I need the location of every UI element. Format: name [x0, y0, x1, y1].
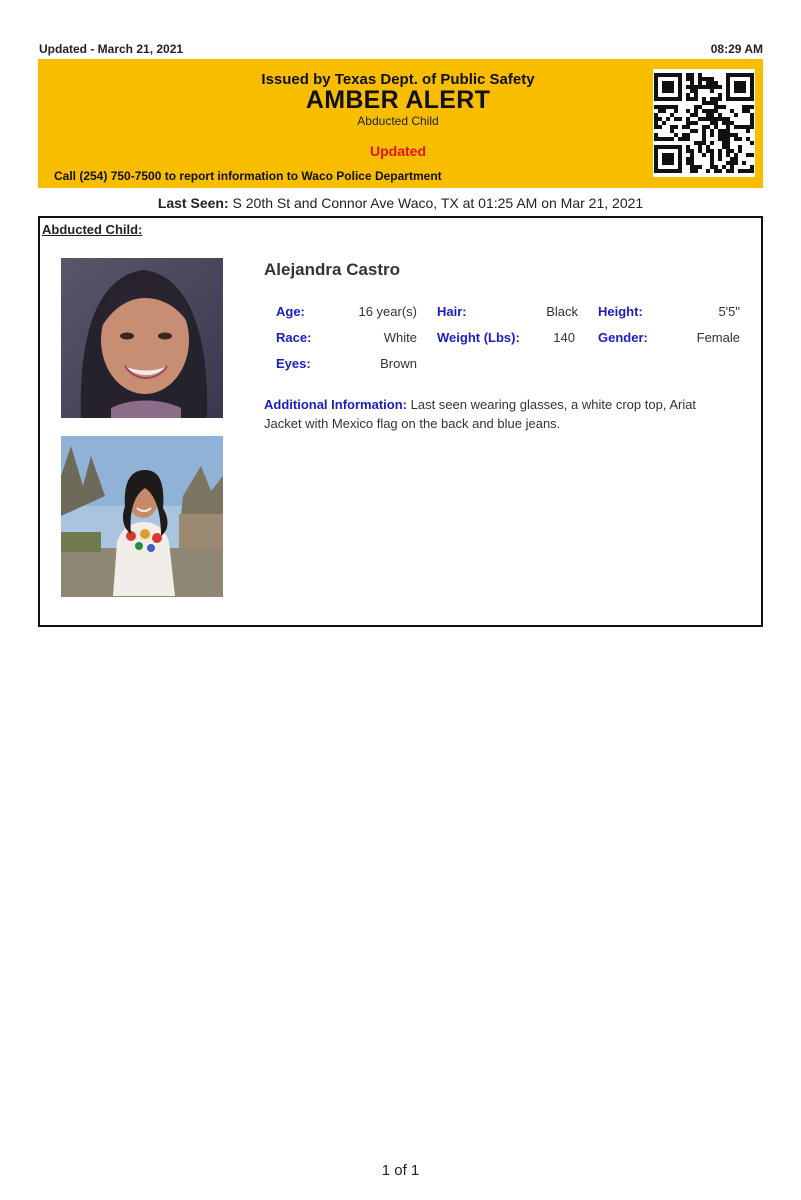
amber-alert-banner [38, 59, 763, 188]
height-value: 5'5" [718, 304, 740, 319]
hair-value: Black [546, 304, 578, 319]
age-label: Age: [276, 304, 305, 319]
additional-information-label: Additional Information: [264, 397, 407, 412]
child-portrait-photo [61, 258, 223, 418]
additional-information-value: Last seen wearing glasses, a white crop top, Ariat Jacket with Mexico flag on the back and blue jeans. [264, 397, 697, 431]
weight-value: 140 [553, 330, 575, 345]
last-seen [0, 195, 801, 211]
eyes-value: Brown [380, 356, 417, 371]
alert-subtitle: Abducted Child [357, 114, 439, 128]
gender-value: Female [696, 330, 740, 345]
height-label: Height: [598, 304, 643, 319]
updated-time: 08:29 AM [710, 42, 763, 56]
child-fullbody-photo [61, 436, 223, 597]
section-title: Abducted Child: [42, 222, 143, 237]
alert-status: Updated [370, 143, 426, 159]
update-bar [39, 42, 763, 58]
gender-label: Gender: [598, 330, 648, 345]
updated-date: Updated - March 21, 2021 [39, 42, 184, 56]
race-label: Race: [276, 330, 312, 345]
weight-label: Weight (Lbs): [437, 330, 520, 345]
last-seen-value: S 20th St and Connor Ave Waco, TX at 01:25 AM on Mar 21, 2021 [232, 195, 644, 211]
child-name: Alejandra Castro [264, 260, 401, 279]
hair-label: Hair: [437, 304, 467, 319]
last-seen-label: Last Seen: [157, 195, 229, 211]
qr-code-icon[interactable] [653, 69, 755, 177]
additional-information [264, 395, 724, 433]
race-value: White [383, 330, 417, 345]
page-number: 1 of 1 [381, 1162, 420, 1179]
alert-title: AMBER ALERT [305, 86, 491, 114]
abducted-child-panel [38, 216, 763, 627]
report-call-line: Call (254) 750-7500 to report information to Waco Police Department [54, 169, 442, 183]
age-value: 16 year(s) [358, 304, 417, 319]
eyes-label: Eyes: [276, 356, 311, 371]
issued-by: Issued by Texas Dept. of Public Safety [261, 71, 535, 88]
